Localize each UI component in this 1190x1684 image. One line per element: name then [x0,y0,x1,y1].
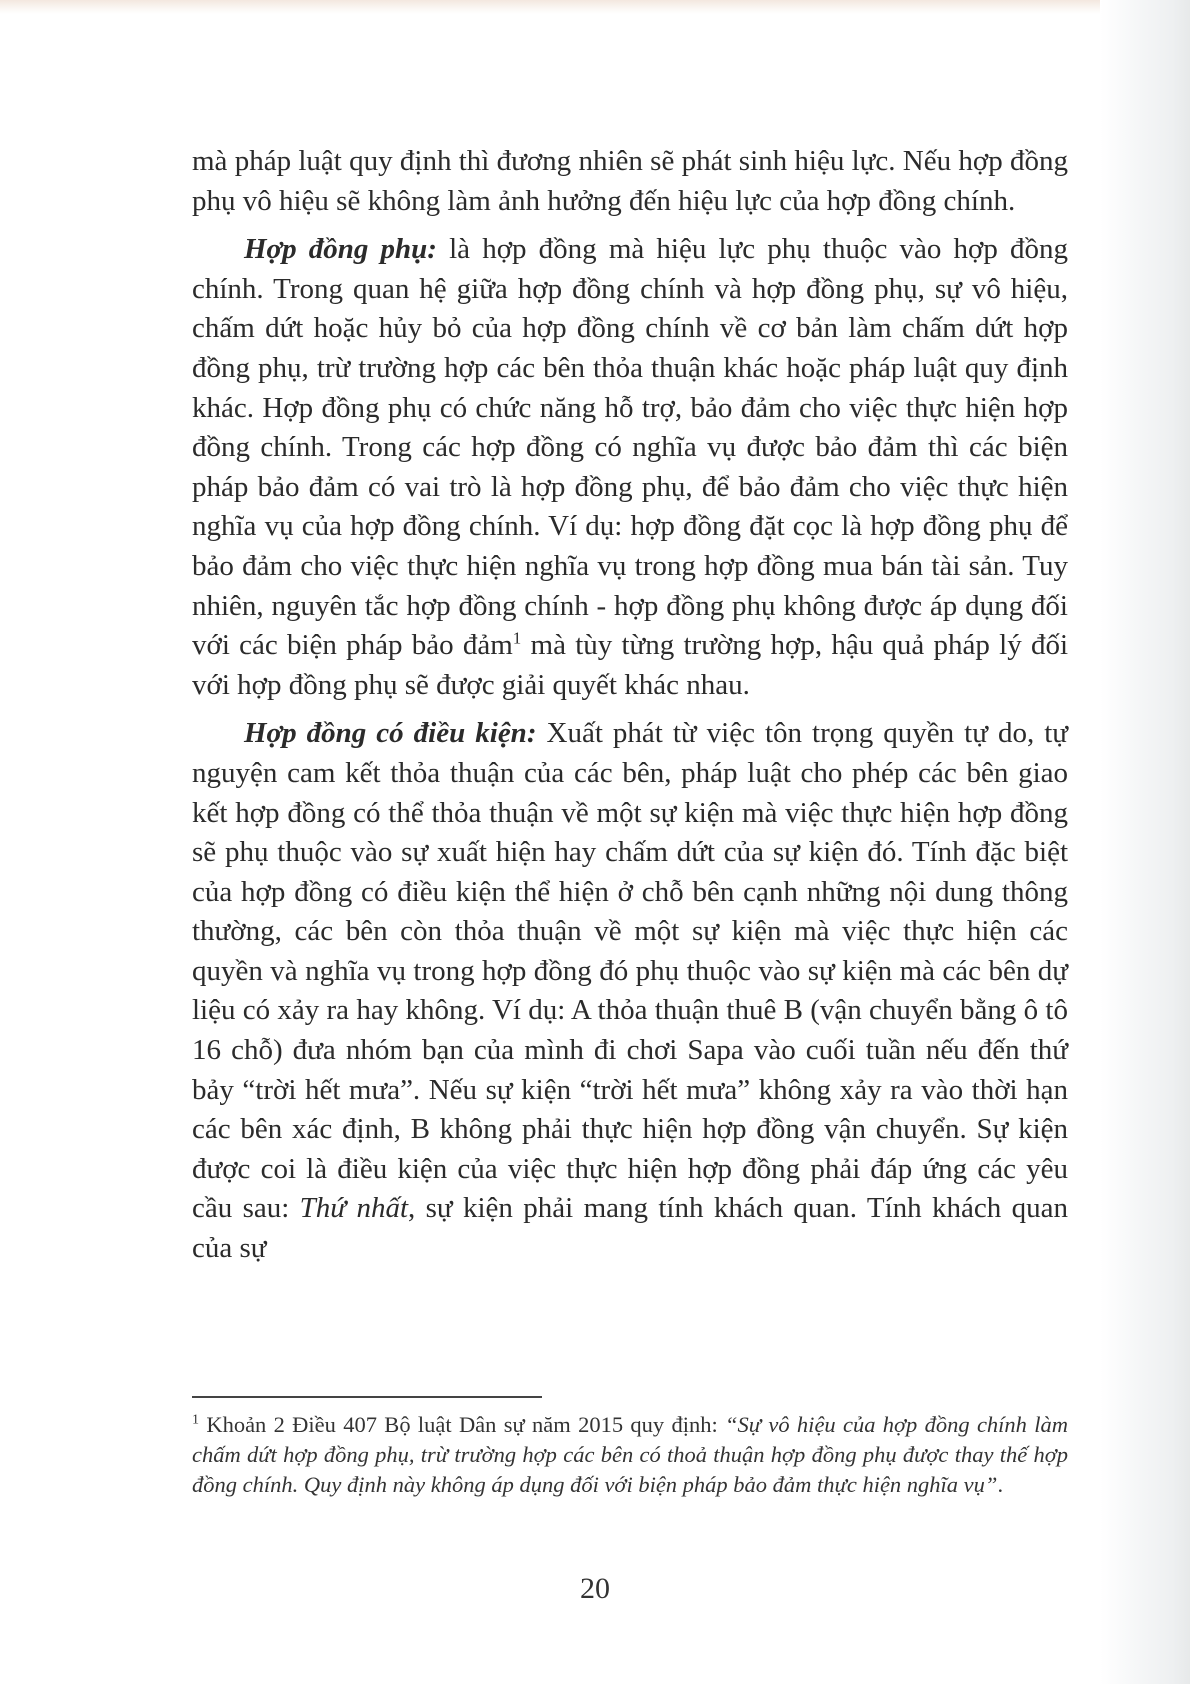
term-hop-dong-co-dieu-kien: Hợp đồng có điều kiện: [244,717,537,750]
paragraph-hop-dong-co-dieu-kien [192,714,1068,1268]
scan-edge-right [1100,0,1190,1684]
footnote-reference[interactable]: 1 [512,628,522,648]
paragraph-2-tail: mà tùy từng trường hợp, hậu quả pháp lý đối với hợp đồng phụ sẽ được giải quyết khác nhau. [192,629,1069,701]
footnote-divider [192,1396,542,1398]
footnote [192,1410,1068,1500]
footnote-intro: Khoản 2 Điều 407 Bộ luật Dân sự năm 2015 quy định: [199,1412,726,1437]
page-body [192,142,1068,1278]
scan-edge-top [0,0,1190,14]
paragraph-2-text: là hợp đồng mà hiệu lực phụ thuộc vào hợp đồng chính. Trong quan hệ giữa hợp đồng chính và hợp đồng phụ, sự vô hiệu, chấm dứt hoặc hủy bỏ của hợp đồng chính về cơ bản làm chấm dứt hợp đồng phụ, trừ trường hợp các bên thỏa thuận khác hoặc pháp luật quy định khác. Hợp đồng phụ có chức năng hỗ trợ, bảo đảm cho việc thực hiện hợp đồng chính. Trong các hợp đồng có nghĩa vụ được bảo đảm thì các biện pháp bảo đảm có vai trò là hợp đồng phụ, để bảo đảm cho việc thực hiện nghĩa vụ của hợp đồng chính. Ví dụ: hợp đồng đặt cọc là hợp đồng phụ để bảo đảm cho việc thực hiện nghĩa vụ trong hợp đồng mua bán tài sản. Tuy nhiên, nguyên tắc hợp đồng chính - hợp đồng phụ không được áp dụng đối với các biện pháp bảo đảm [192,233,1068,662]
paragraph-hop-dong-phu [192,230,1068,705]
footnote-end: . [997,1472,1004,1497]
paragraph-3-text: Xuất phát từ việc tôn trọng quyền tự do, tự nguyện cam kết thỏa thuận của các bên, pháp luật cho phép các bên giao kết hợp đồng có thể thỏa thuận về một sự kiện mà việc thực hiện hợp đồng sẽ phụ thuộc vào sự xuất hiện hay chấm dứt của sự kiện đó. Tính đặc biệt của hợp đồng có điều kiện thể hiện ở chỗ bên cạnh những nội dung thông thường, các bên còn thỏa thuận về một sự kiện mà việc thực hiện các quyền và nghĩa vụ trong hợp đồng đó phụ thuộc vào sự kiện mà các bên dự liệu có xảy ra hay không. Ví dụ: A thỏa thuận thuê B (vận chuyển bằng ô tô 16 chỗ) đưa nhóm bạn của mình đi chơi Sapa vào cuối tuần nếu đến thứ bảy “trời hết mưa”. Nếu sự kiện “trời hết mưa” không xảy ra vào thời hạn các bên xác định, B không phải thực hiện hợp đồng vận chuyển. Sự kiện được coi là điều kiện của việc thực hiện hợp đồng phải đáp ứng các yêu cầu sau: [192,717,1069,1225]
paragraph-1-text: mà pháp luật quy định thì đương nhiên sẽ phát sinh hiệu lực. Nếu hợp đồng phụ vô hiệu sẽ không làm ảnh hưởng đến hiệu lực của hợp đồng chính. [192,145,1068,217]
term-hop-dong-phu: Hợp đồng phụ: [244,233,437,266]
paragraph-3-tail: , sự kiện phải mang tính khách quan. Tính khách quan của sự [192,1192,1068,1265]
page-number: 20 [580,1572,610,1605]
footnote-quote: “Sự vô hiệu của hợp đồng chính làm chấm dứt hợp đồng phụ, trừ trường hợp các bên có thoả thuận hợp đồng phụ được thay thế hợp đồng chính. Quy định này không áp dụng đối với biện pháp bảo đảm thực hiện nghĩa vụ” [192,1412,1068,1497]
footnote-marker: 1 [192,1412,199,1428]
paragraph-continuation [192,142,1068,221]
paragraph-3-italic: Thứ nhất [299,1192,409,1225]
